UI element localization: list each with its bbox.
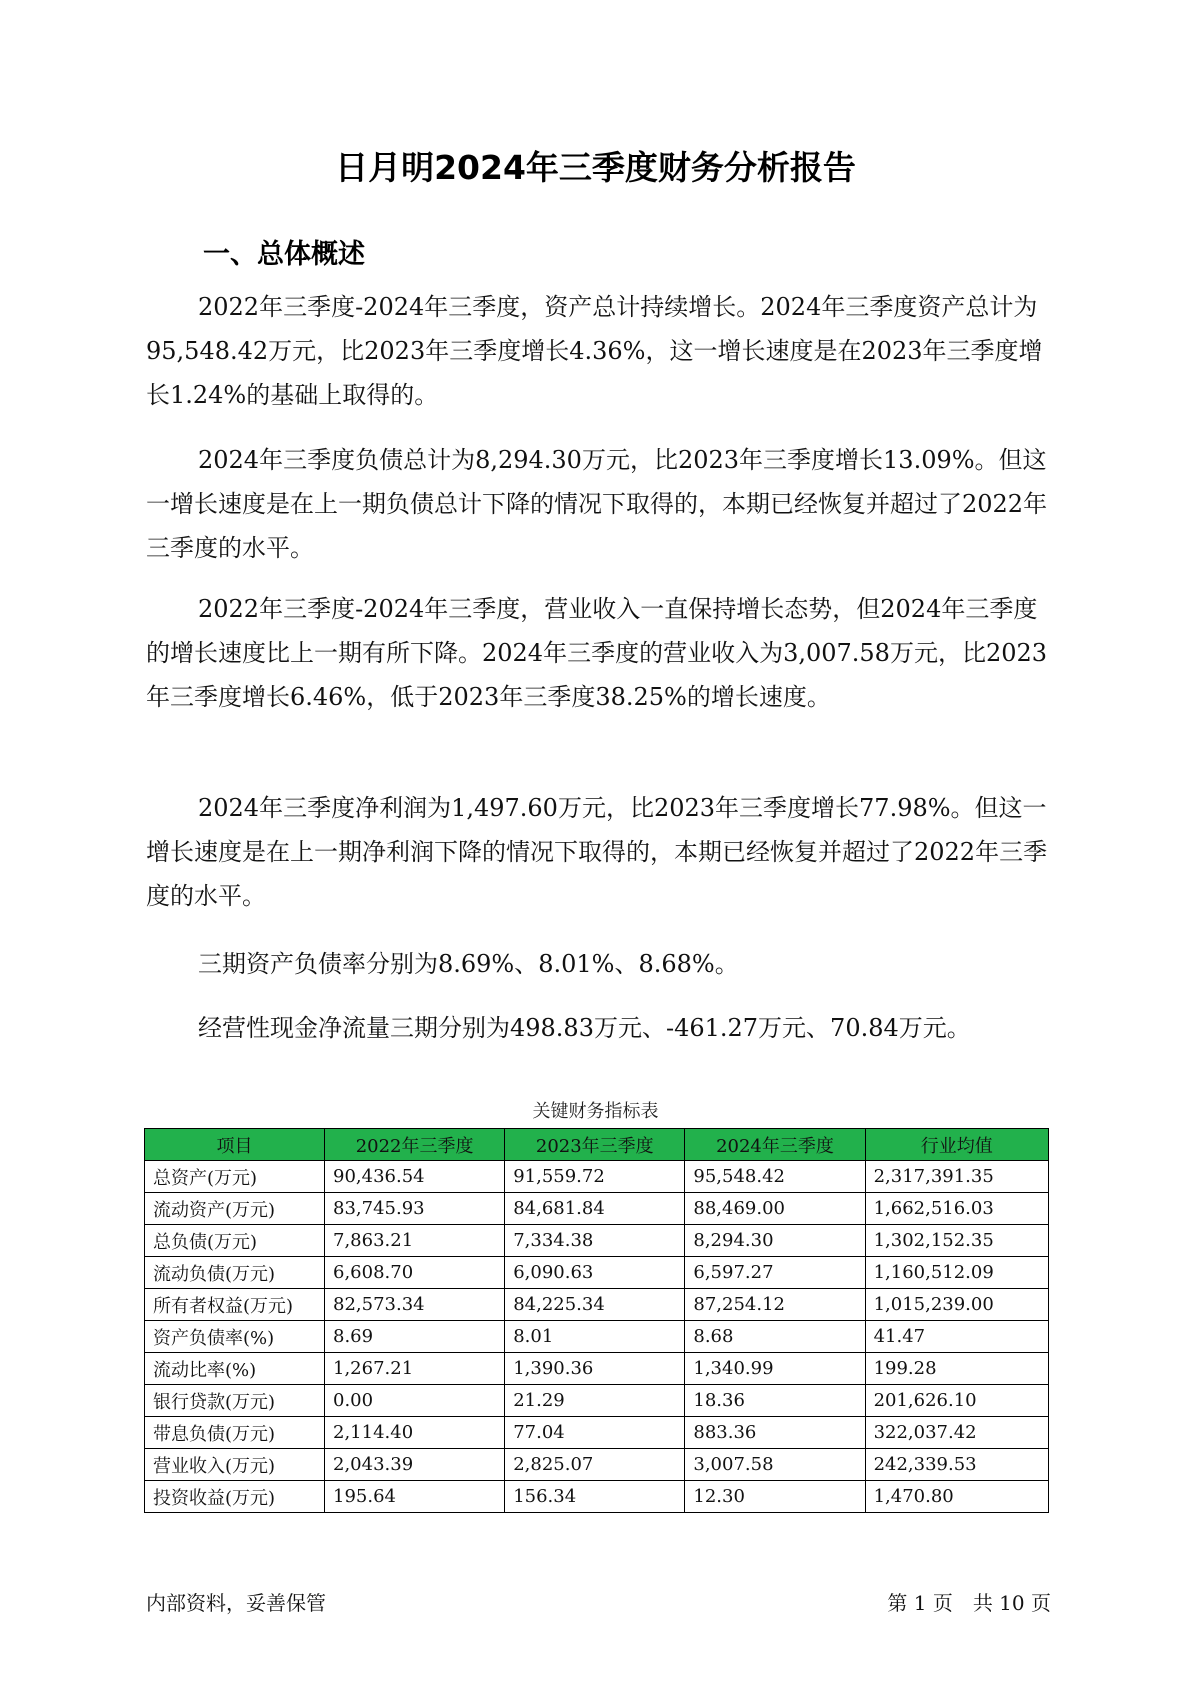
table-cell: 6,090.63	[505, 1257, 685, 1289]
header-industry-avg: 行业均值	[865, 1129, 1048, 1161]
table-row	[145, 1449, 1049, 1481]
paragraph-debt-ratio: 三期资产负债率分别为8.69%、8.01%、8.68%。	[198, 950, 739, 978]
table-row	[145, 1321, 1049, 1353]
row-label: 资产负债率(%)	[145, 1321, 325, 1353]
table-cell: 201,626.10	[865, 1385, 1048, 1417]
table-cell: 199.28	[865, 1353, 1048, 1385]
row-label: 投资收益(万元)	[145, 1481, 325, 1513]
table-cell: 8.68	[685, 1321, 865, 1353]
table-cell: 1,267.21	[325, 1353, 505, 1385]
table-cell: 87,254.12	[685, 1289, 865, 1321]
row-label: 总负债(万元)	[145, 1225, 325, 1257]
table-cell: 242,339.53	[865, 1449, 1048, 1481]
table-cell: 1,340.99	[685, 1353, 865, 1385]
table-row	[145, 1257, 1049, 1289]
table-cell: 8.01	[505, 1321, 685, 1353]
table-header-row	[145, 1129, 1049, 1161]
table-cell: 1,470.80	[865, 1481, 1048, 1513]
table-cell: 12.30	[685, 1481, 865, 1513]
table-cell: 41.47	[865, 1321, 1048, 1353]
table-cell: 2,825.07	[505, 1449, 685, 1481]
table-cell: 883.36	[685, 1417, 865, 1449]
footer-confidential: 内部资料，妥善保管	[146, 1591, 326, 1615]
table-cell: 1,662,516.03	[865, 1193, 1048, 1225]
row-label: 所有者权益(万元)	[145, 1289, 325, 1321]
table-row	[145, 1225, 1049, 1257]
table-cell: 1,015,239.00	[865, 1289, 1048, 1321]
header-2024q3: 2024年三季度	[685, 1129, 865, 1161]
table-cell: 8.69	[325, 1321, 505, 1353]
footer-page-number: 第 1 页 共 10 页	[887, 1591, 1051, 1615]
table-cell: 3,007.58	[685, 1449, 865, 1481]
header-item: 项目	[145, 1129, 325, 1161]
table-cell: 322,037.42	[865, 1417, 1048, 1449]
paragraph-net-profit: 2024年三季度净利润为1,497.60万元，比2023年三季度增长77.98%。但这一增长速度是在上一期净利润下降的情况下取得的，本期已经恢复并超过了2022年三季度的水平。	[146, 794, 1048, 910]
table-cell: 0.00	[325, 1385, 505, 1417]
table-cell: 7,334.38	[505, 1225, 685, 1257]
table-cell: 2,043.39	[325, 1449, 505, 1481]
row-label: 总资产(万元)	[145, 1161, 325, 1193]
row-label: 营业收入(万元)	[145, 1449, 325, 1481]
table-caption: 关键财务指标表	[532, 1101, 659, 1122]
table-cell: 6,597.27	[685, 1257, 865, 1289]
section-heading: 一、总体概述	[203, 239, 365, 270]
table-cell: 1,302,152.35	[865, 1225, 1048, 1257]
table-cell: 1,160,512.09	[865, 1257, 1048, 1289]
table-cell: 77.04	[505, 1417, 685, 1449]
table-cell: 2,317,391.35	[865, 1161, 1048, 1193]
table-row	[145, 1193, 1049, 1225]
row-label: 带息负债(万元)	[145, 1417, 325, 1449]
table-cell: 18.36	[685, 1385, 865, 1417]
table-cell: 156.34	[505, 1481, 685, 1513]
table-row	[145, 1481, 1049, 1513]
row-label: 流动资产(万元)	[145, 1193, 325, 1225]
table-cell: 1,390.36	[505, 1353, 685, 1385]
table-cell: 84,225.34	[505, 1289, 685, 1321]
table-row	[145, 1289, 1049, 1321]
paragraph-cash-flow: 经营性现金净流量三期分别为498.83万元、-461.27万元、70.84万元。	[198, 1014, 971, 1042]
table-cell: 21.29	[505, 1385, 685, 1417]
table-cell: 90,436.54	[325, 1161, 505, 1193]
row-label: 银行贷款(万元)	[145, 1385, 325, 1417]
paragraph-revenue: 2022年三季度-2024年三季度，营业收入一直保持增长态势，但2024年三季度的增长速度比上一期有所下降。2024年三季度的营业收入为3,007.58万元，比2023年三季度增长6.46%，低于2023年三季度38.25%的增长速度。	[146, 595, 1048, 711]
report-title: 日月明2024年三季度财务分析报告	[335, 148, 856, 187]
paragraph-liabilities: 2024年三季度负债总计为8,294.30万元，比2023年三季度增长13.09%。但这一增长速度是在上一期负债总计下降的情况下取得的，本期已经恢复并超过了2022年三季度的水平。	[146, 446, 1048, 562]
financial-indicators-table	[144, 1128, 1049, 1513]
table-cell: 88,469.00	[685, 1193, 865, 1225]
table-cell: 83,745.93	[325, 1193, 505, 1225]
table-cell: 95,548.42	[685, 1161, 865, 1193]
header-2022q3: 2022年三季度	[325, 1129, 505, 1161]
table-row	[145, 1417, 1049, 1449]
table-cell: 82,573.34	[325, 1289, 505, 1321]
header-2023q3: 2023年三季度	[505, 1129, 685, 1161]
row-label: 流动比率(%)	[145, 1353, 325, 1385]
table-cell: 6,608.70	[325, 1257, 505, 1289]
table-row	[145, 1353, 1049, 1385]
table-cell: 195.64	[325, 1481, 505, 1513]
table-row	[145, 1161, 1049, 1193]
table-cell: 91,559.72	[505, 1161, 685, 1193]
table-cell: 2,114.40	[325, 1417, 505, 1449]
row-label: 流动负债(万元)	[145, 1257, 325, 1289]
table-cell: 8,294.30	[685, 1225, 865, 1257]
paragraph-assets: 2022年三季度-2024年三季度，资产总计持续增长。2024年三季度资产总计为95,548.42万元，比2023年三季度增长4.36%，这一增长速度是在2023年三季度增长1.24%的基础上取得的。	[146, 293, 1043, 409]
table-row	[145, 1385, 1049, 1417]
table-cell: 7,863.21	[325, 1225, 505, 1257]
table-cell: 84,681.84	[505, 1193, 685, 1225]
